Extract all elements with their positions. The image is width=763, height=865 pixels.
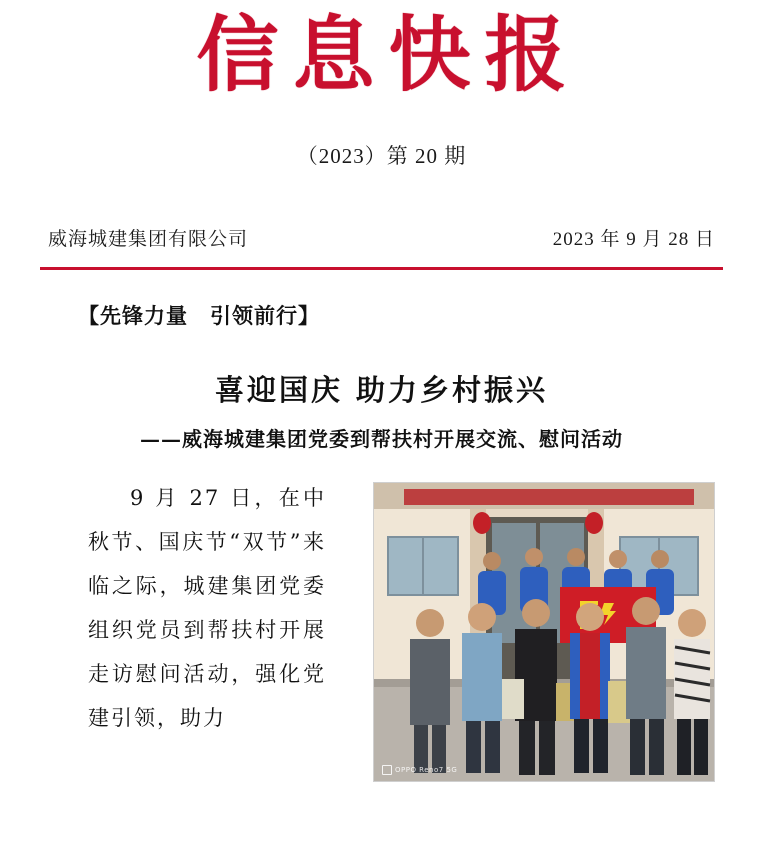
article-headline: 喜迎国庆 助力乡村振兴	[214, 373, 549, 407]
publication-date: 2023 年 9 月 28 日	[552, 229, 715, 250]
issue-number: （2023）第 20 期	[296, 144, 467, 168]
publisher-name: 威海城建集团有限公司	[48, 229, 249, 250]
publisher-row	[48, 224, 715, 251]
page-title: 信息快报	[196, 7, 581, 103]
camera-icon	[382, 765, 392, 775]
photo-illustration	[374, 483, 714, 781]
masthead	[0, 0, 763, 103]
article-photo	[373, 482, 715, 782]
header-divider	[40, 267, 723, 270]
article-subheadline: ——威海城建集团党委到帮扶村开展交流、慰问活动	[140, 427, 623, 451]
photo-watermark-text: OPPO Reno7 5G	[395, 766, 458, 774]
article-body-text: 9 月 27 日，在中秋节、国庆节“双节”来临之际，城建集团党委组织党员到帮扶村开展走访慰问活动，强化党建引领，助力	[88, 486, 326, 730]
column-head: 【先锋力量 引领前行】	[78, 304, 320, 328]
photo-watermark	[382, 765, 457, 775]
article-body-area	[48, 476, 715, 796]
